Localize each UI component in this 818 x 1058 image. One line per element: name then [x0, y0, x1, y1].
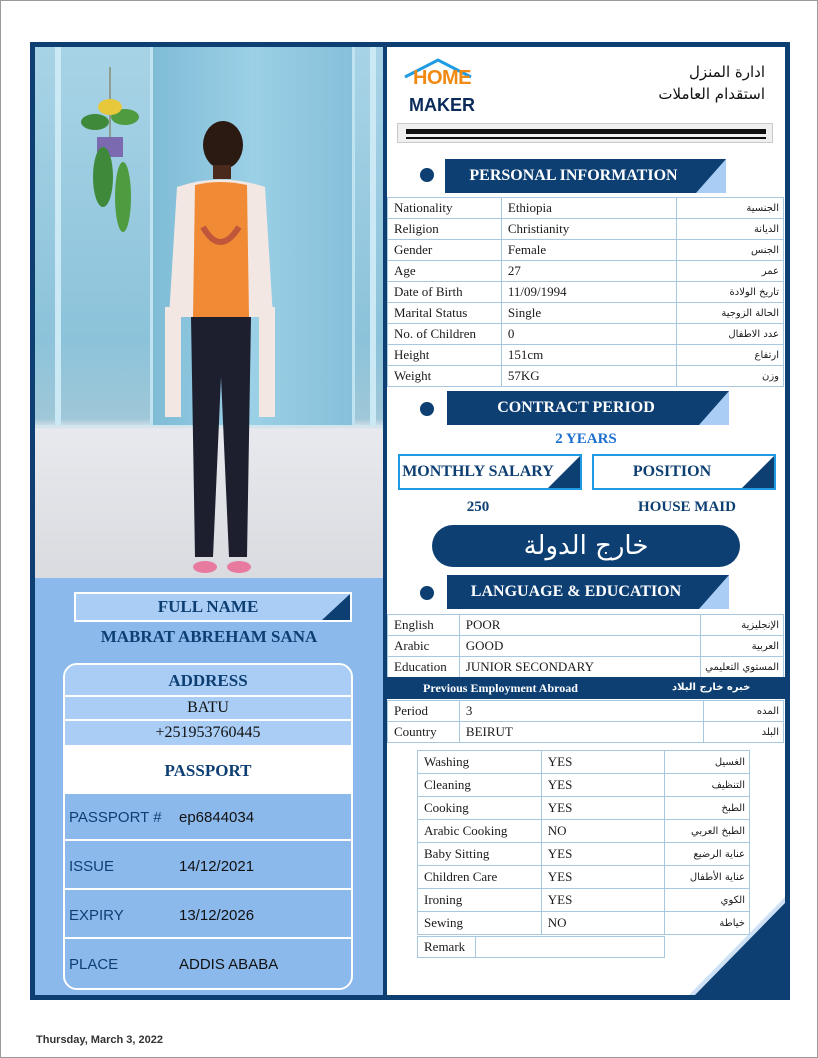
header-corner-triangle — [699, 575, 729, 609]
passport-expiry-row — [65, 892, 351, 939]
skill-label: Cooking — [418, 797, 542, 820]
table-row — [388, 198, 784, 219]
person-figure — [155, 117, 285, 577]
row-value: POOR — [459, 615, 700, 636]
previous-employment-title-arabic: خبره خارج البلاد — [672, 682, 751, 693]
abroad-badge: خارج الدولة — [432, 525, 740, 567]
skill-arabic-label: خياطة — [665, 912, 750, 935]
monthly-salary-box — [398, 454, 582, 490]
passport-expiry-value: 13/12/2026 — [179, 907, 255, 924]
section-bullet — [420, 168, 434, 182]
table-row — [388, 345, 784, 366]
logo-home-text: HOME — [413, 67, 471, 89]
table-row — [418, 912, 750, 935]
fullname-corner-triangle — [322, 594, 350, 620]
wall-stripe — [370, 47, 376, 427]
row-arabic-label: الديانة — [677, 219, 784, 240]
personal-info-header — [445, 159, 726, 193]
row-arabic-label: عدد الاطفال — [677, 324, 784, 345]
section-bullet — [420, 586, 434, 600]
table-row — [388, 282, 784, 303]
row-label: Period — [388, 701, 460, 722]
row-arabic-label: البلد — [704, 722, 784, 743]
row-label: Age — [388, 261, 502, 282]
skill-label: Children Care — [418, 866, 542, 889]
header-rule-thin — [406, 137, 766, 139]
row-arabic-label: وزن — [677, 366, 784, 387]
table-row — [418, 797, 750, 820]
row-label: Nationality — [388, 198, 502, 219]
row-arabic-label: ارتفاع — [677, 345, 784, 366]
row-value: 0 — [501, 324, 676, 345]
row-arabic-label: تاريخ الولادة — [677, 282, 784, 303]
skill-label: Ironing — [418, 889, 542, 912]
fullname-label: FULL NAME — [157, 597, 259, 616]
skill-label: Arabic Cooking — [418, 820, 542, 843]
table-row — [388, 657, 784, 678]
table-row — [388, 366, 784, 387]
arabic-header — [658, 61, 765, 105]
row-label: Gender — [388, 240, 502, 261]
table-row — [388, 324, 784, 345]
table-row — [388, 303, 784, 324]
row-label: Marital Status — [388, 303, 502, 324]
skill-label: Baby Sitting — [418, 843, 542, 866]
language-education-title: LANGUAGE & EDUCATION — [470, 583, 682, 600]
skill-value: YES — [541, 843, 664, 866]
row-label: Education — [388, 657, 460, 678]
row-value: 151cm — [501, 345, 676, 366]
skill-arabic-label: الطبخ — [665, 797, 750, 820]
row-value: 27 — [501, 261, 676, 282]
skill-arabic-label: التنظيف — [665, 774, 750, 797]
row-label: Arabic — [388, 636, 460, 657]
footer-date: Thursday, March 3, 2022 — [36, 1034, 163, 1046]
skill-label: Cleaning — [418, 774, 542, 797]
skill-arabic-label: الطبخ العربي — [665, 820, 750, 843]
header-rule — [397, 123, 773, 143]
row-arabic-label: الإنجليزية — [701, 615, 784, 636]
address-value: BATU — [65, 697, 351, 721]
skill-arabic-label: عناية الأطفال — [665, 866, 750, 889]
phone-value: +251953760445 — [65, 721, 351, 747]
arabic-header-line1: ادارة المنزل — [689, 63, 765, 81]
personal-info-table — [387, 197, 784, 387]
table-row — [388, 722, 784, 743]
homemaker-logo — [399, 57, 479, 119]
header-corner-triangle — [696, 159, 726, 193]
row-arabic-label: الحالة الزوجية — [677, 303, 784, 324]
passport-issue-label: ISSUE — [69, 858, 115, 875]
monthly-salary-value: 250 — [466, 499, 490, 515]
passport-place-value: ADDIS ABABA — [179, 956, 279, 973]
table-row — [388, 240, 784, 261]
position-label: POSITION — [632, 463, 712, 480]
passport-place-label: PLACE — [69, 956, 119, 973]
skill-value: YES — [541, 866, 664, 889]
row-value: JUNIOR SECONDARY — [459, 657, 700, 678]
previous-employment-bar — [387, 677, 785, 699]
row-value: Single — [501, 303, 676, 324]
row-value: BEIRUT — [459, 722, 703, 743]
skill-value: YES — [541, 751, 664, 774]
table-row — [418, 751, 750, 774]
row-label: Country — [388, 722, 460, 743]
right-panel — [387, 47, 785, 995]
passport-issue-value: 14/12/2021 — [179, 858, 255, 875]
language-education-header — [447, 575, 729, 609]
skill-label: Sewing — [418, 912, 542, 935]
skill-value: YES — [541, 797, 664, 820]
row-value: Christianity — [501, 219, 676, 240]
passport-place-row — [65, 941, 351, 988]
row-value: Female — [501, 240, 676, 261]
skill-arabic-label: الكوي — [665, 889, 750, 912]
row-arabic-label: عمر — [677, 261, 784, 282]
table-row — [418, 937, 665, 958]
contract-period-title: CONTRACT PERIOD — [497, 399, 655, 416]
row-label: Date of Birth — [388, 282, 502, 303]
wall-stripe — [55, 47, 61, 427]
row-label: Height — [388, 345, 502, 366]
row-value: 3 — [459, 701, 703, 722]
passport-number-value: ep6844034 — [179, 809, 255, 826]
box-corner-triangle — [548, 456, 580, 488]
passport-label: PASSPORT — [65, 747, 351, 794]
skill-label: Washing — [418, 751, 542, 774]
position-box — [592, 454, 776, 490]
header-corner-triangle — [699, 391, 729, 425]
contract-period-value: 2 YEARS — [555, 431, 617, 447]
fullname-header — [74, 592, 352, 622]
skill-value: YES — [541, 889, 664, 912]
row-value: GOOD — [459, 636, 700, 657]
table-row — [418, 889, 750, 912]
arabic-header-line2: استقدام العاملات — [658, 85, 765, 103]
monthly-salary-label: MONTHLY SALARY — [402, 463, 554, 480]
personal-info-title: PERSONAL INFORMATION — [469, 167, 678, 184]
skill-value: YES — [541, 774, 664, 797]
passport-number-row — [65, 794, 351, 841]
skill-value: NO — [541, 912, 664, 935]
remark-table — [417, 936, 665, 958]
row-value: 57KG — [501, 366, 676, 387]
table-row — [418, 843, 750, 866]
passport-number-label: PASSPORT # — [69, 809, 162, 826]
row-arabic-label: المده — [704, 701, 784, 722]
table-row — [418, 820, 750, 843]
table-row — [388, 636, 784, 657]
table-row — [388, 261, 784, 282]
previous-employment-table — [387, 700, 784, 743]
remark-label: Remark — [418, 937, 476, 958]
language-table — [387, 614, 784, 678]
row-arabic-label: المستوي التعليمي — [701, 657, 784, 678]
row-arabic-label: الجنس — [677, 240, 784, 261]
header-rule-thick — [406, 129, 766, 134]
skill-arabic-label: عناية الرضيع — [665, 843, 750, 866]
skill-value: NO — [541, 820, 664, 843]
row-label: No. of Children — [388, 324, 502, 345]
table-row — [388, 701, 784, 722]
skill-arabic-label: الغسيل — [665, 751, 750, 774]
position-value: HOUSE MAID — [638, 499, 736, 515]
row-arabic-label: العربية — [701, 636, 784, 657]
candidate-photo — [35, 47, 383, 578]
table-row — [418, 774, 750, 797]
passport-issue-row — [65, 843, 351, 890]
row-value: 11/09/1994 — [501, 282, 676, 303]
row-arabic-label: الجنسية — [677, 198, 784, 219]
fullname-value: MABRAT ABREHAM SANA — [100, 627, 318, 646]
row-label: Religion — [388, 219, 502, 240]
section-bullet — [420, 402, 434, 416]
contract-period-header — [447, 391, 729, 425]
address-passport-card — [63, 663, 353, 990]
remark-value — [475, 937, 664, 958]
logo-maker-text: MAKER — [409, 95, 475, 115]
address-label: ADDRESS — [65, 665, 351, 697]
plant-decoration — [75, 67, 145, 257]
box-corner-triangle — [742, 456, 774, 488]
table-row — [388, 615, 784, 636]
row-label: Weight — [388, 366, 502, 387]
passport-expiry-label: EXPIRY — [69, 907, 124, 924]
table-row — [418, 866, 750, 889]
row-label: English — [388, 615, 460, 636]
left-panel — [35, 47, 383, 995]
skills-table — [417, 750, 750, 935]
previous-employment-title: Previous Employment Abroad — [423, 681, 578, 695]
table-row — [388, 219, 784, 240]
row-value: Ethiopia — [501, 198, 676, 219]
